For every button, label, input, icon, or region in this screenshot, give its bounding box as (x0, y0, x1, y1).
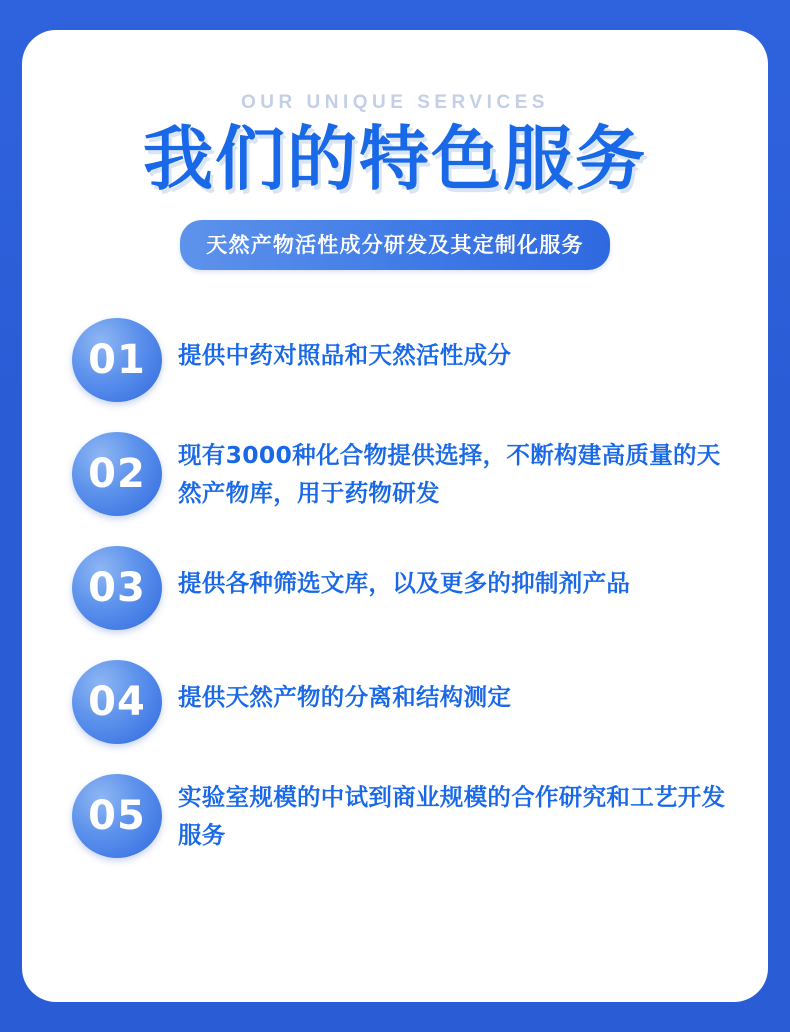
service-description: 提供天然产物的分离和结构测定 (178, 683, 512, 712)
service-number-badge: 03 (72, 546, 162, 630)
service-list (56, 318, 734, 858)
list-item (72, 546, 728, 630)
list-item (72, 774, 728, 858)
service-number-badge: 01 (72, 318, 162, 402)
list-item (72, 318, 728, 402)
service-description: 现有3000种化合物提供选择，不断构建高质量的天然产物库，用于药物研发 (178, 441, 721, 508)
list-item (72, 660, 728, 744)
service-number-badge: 04 (72, 660, 162, 744)
subtitle-pill: 天然产物活性成分研发及其定制化服务 (180, 220, 609, 270)
service-number-badge: 05 (72, 774, 162, 858)
page-title: 我们的特色服务 (143, 118, 647, 200)
subtitle-container (56, 220, 734, 270)
eyebrow-text: OUR UNIQUE SERVICES (241, 92, 549, 113)
service-number-badge: 02 (72, 432, 162, 516)
service-description: 实验室规模的中试到商业规模的合作研究和工艺开发服务 (178, 783, 726, 850)
list-item (72, 432, 728, 516)
service-description: 提供中药对照品和天然活性成分 (178, 341, 512, 370)
service-description: 提供各种筛选文库，以及更多的抑制剂产品 (178, 569, 631, 598)
content-card (22, 30, 768, 1002)
